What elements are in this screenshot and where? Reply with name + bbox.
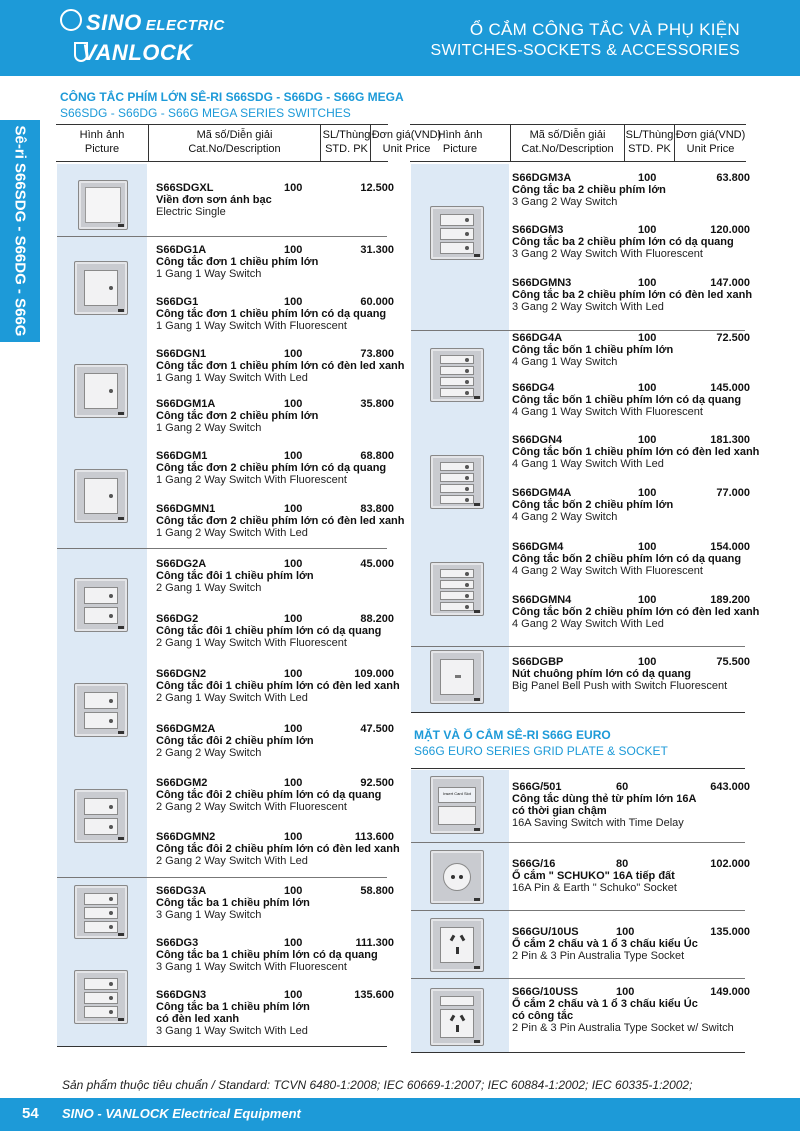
product-price: 75.500 (716, 656, 750, 668)
product-desc-en: 4 Gang 1 Way Switch (512, 356, 618, 368)
product-price: 47.500 (360, 723, 394, 735)
product-code: S66SDGXL (156, 182, 214, 194)
product-code: S66DGN2 (156, 668, 207, 680)
product-price: 189.200 (710, 594, 750, 606)
product-desc-en: 1 Gang 2 Way Switch With Led (156, 527, 308, 539)
standards-note: Sản phẩm thuộc tiêu chuẩn / Standard: TCVN 6480-1:2008; IEC 60669-1:2007; IEC 60884-1:2002; IEC 60335-1:2002; (62, 1078, 693, 1092)
product-qty: 100 (638, 382, 657, 394)
product-code: S66G/16 (512, 858, 556, 870)
product-desc-vn: Viền đơn sơn ánh bạc (156, 194, 272, 206)
product-qty: 100 (638, 434, 657, 446)
product-price: 181.300 (710, 434, 750, 446)
product-qty: 100 (284, 244, 303, 256)
product-qty: 100 (284, 989, 303, 1001)
vanlock-logo: VANLOCK (82, 40, 193, 65)
product-code: S66DGM3 (512, 224, 564, 236)
product-desc-en: Big Panel Bell Push with Switch Fluorescent (512, 680, 728, 692)
col-qty: SL/Thùng STD. PK (624, 125, 674, 161)
product-desc-vn: Công tắc đôi 2 chiều phím lớn có đèn led xanh (156, 843, 400, 855)
col-qty: SL/Thùng STD. PK (320, 125, 372, 161)
product-price: 58.800 (360, 885, 394, 897)
switch-1gang-picture (74, 261, 128, 315)
switch-3gang-picture (74, 885, 128, 939)
product-desc-en: 1 Gang 2 Way Switch With Fluorescent (156, 474, 347, 486)
product-price: 77.000 (716, 487, 750, 499)
switch-1gang-picture (74, 364, 128, 418)
product-code: S66G/10USS (512, 986, 579, 998)
product-price: 113.600 (354, 831, 394, 843)
product-desc-en: 3 Gang 1 Way Switch (156, 909, 262, 921)
product-qty: 100 (638, 541, 657, 553)
col-catno: Mã số/Diễn giải Cat.No/Description (510, 125, 624, 161)
product-desc-en: 2 Gang 2 Way Switch With Fluorescent (156, 801, 347, 813)
australia-socket-picture (430, 918, 484, 972)
col-picture: Hình ảnh Picture (79, 129, 125, 155)
product-desc-en: 1 Gang 1 Way Switch With Led (156, 372, 308, 384)
product-qty: 100 (284, 885, 303, 897)
product-desc-vn: Ổ cắm " SCHUKO" 16A tiếp đất (512, 870, 675, 882)
section2-title-en: S66G EURO SERIES GRID PLATE & SOCKET (414, 744, 668, 758)
switch-3gang-picture (74, 970, 128, 1024)
product-desc-en: 3 Gang 1 Way Switch With Fluorescent (156, 961, 347, 973)
product-qty: 100 (284, 723, 303, 735)
col-price: Đơn giá(VND) Unit Price (674, 125, 746, 161)
product-qty: 100 (284, 450, 303, 462)
product-desc-en: 4 Gang 2 Way Switch (512, 511, 618, 523)
product-desc-vn: Công tắc đôi 1 chiều phím lớn có đèn led xanh (156, 680, 400, 692)
switch-4gang-picture (430, 562, 484, 616)
product-desc-en: 3 Gang 2 Way Switch (512, 196, 618, 208)
product-code: S66DGM1 (156, 450, 208, 462)
product-code: S66DGM1A (156, 398, 216, 410)
bell-push-picture (430, 650, 484, 704)
product-desc-en: 4 Gang 1 Way Switch With Led (512, 458, 664, 470)
section1-title-en: S66SDG - S66DG - S66G MEGA SERIES SWITCHES (60, 106, 351, 120)
card-switch-picture: Insert Card Slot (430, 776, 484, 834)
product-price: 31.300 (360, 244, 394, 256)
page-number: 54 (22, 1105, 39, 1122)
product-price: 643.000 (710, 781, 750, 793)
product-code: S66G/501 (512, 781, 562, 793)
product-price: 120.000 (710, 224, 750, 236)
col-price: Đơn giá(VND) Unit Price (370, 125, 442, 161)
product-code: S66DG3A (156, 885, 207, 897)
product-desc-en: 3 Gang 2 Way Switch With Fluorescent (512, 248, 703, 260)
product-qty: 100 (284, 937, 303, 949)
product-qty: 100 (638, 656, 657, 668)
product-code: S66DGMN3 (512, 277, 572, 289)
page-footer (0, 1098, 800, 1131)
product-qty: 100 (284, 348, 303, 360)
product-price: 73.800 (360, 348, 394, 360)
product-desc-en: 2 Gang 1 Way Switch With Led (156, 692, 308, 704)
switch-2gang-picture (74, 683, 128, 737)
product-qty: 100 (616, 986, 635, 998)
product-desc-en: 3 Gang 1 Way Switch With Led (156, 1025, 308, 1037)
sino-logo: SINO ELECTRIC (86, 10, 225, 35)
product-desc-en: 16A Saving Switch with Time Delay (512, 817, 684, 829)
right-table-header (410, 124, 746, 162)
product-desc-en: 4 Gang 2 Way Switch With Led (512, 618, 664, 630)
product-desc-vn: Công tắc đôi 2 chiều phím lớn (156, 735, 314, 747)
switch-4gang-picture (430, 455, 484, 509)
product-desc-en: 1 Gang 1 Way Switch With Fluorescent (156, 320, 347, 332)
product-desc-vn: Công tắc đơn 1 chiều phím lớn (156, 256, 319, 268)
product-desc-vn-2: có đèn led xanh (156, 1013, 240, 1025)
product-qty: 100 (284, 777, 303, 789)
product-desc-en: 2 Gang 2 Way Switch With Led (156, 855, 308, 867)
product-qty: 100 (284, 558, 303, 570)
product-price: 135.000 (710, 926, 750, 938)
product-desc-en: 2 Gang 1 Way Switch With Fluorescent (156, 637, 347, 649)
product-desc-vn: Công tắc ba 1 chiều phím lớn (156, 1001, 310, 1013)
product-desc-vn-2: có công tắc (512, 1010, 574, 1022)
product-desc-en: 2 Pin & 3 Pin Australia Type Socket (512, 950, 685, 962)
australia-socket-switch-picture (430, 988, 484, 1046)
product-code: S66DG1 (156, 296, 199, 308)
product-desc-en: 3 Gang 2 Way Switch With Led (512, 301, 664, 313)
product-qty: 100 (284, 182, 303, 194)
product-code: S66DG2A (156, 558, 207, 570)
product-code: S66GU/10US (512, 926, 579, 938)
product-code: S66DGN1 (156, 348, 207, 360)
left-table-header (56, 124, 442, 162)
product-price: 83.800 (360, 503, 394, 515)
product-desc-vn: Ổ cắm 2 chấu và 1 ổ 3 chấu kiểu Úc (512, 998, 698, 1010)
product-desc-en: 4 Gang 2 Way Switch With Fluorescent (512, 565, 703, 577)
product-desc-vn: Công tắc đôi 2 chiều phím lớn có dạ quang (156, 789, 382, 801)
product-code: S66DGM4 (512, 541, 564, 553)
product-qty: 100 (638, 594, 657, 606)
product-price: 149.000 (710, 986, 750, 998)
product-desc-vn: Công tắc đôi 1 chiều phím lớn có dạ quang (156, 625, 382, 637)
product-qty: 100 (638, 277, 657, 289)
product-desc-vn: Công tắc ba 1 chiều phím lớn có dạ quang (156, 949, 378, 961)
series-side-tab: Sê-ri S66SDG - S66DG - S66G (0, 120, 40, 342)
product-desc-vn: Công tắc ba 2 chiều phím lớn có đèn led xanh (512, 289, 753, 301)
product-price: 12.500 (360, 182, 394, 194)
product-desc-en: Electric Single (156, 206, 226, 218)
product-price: 68.800 (360, 450, 394, 462)
product-price: 92.500 (360, 777, 394, 789)
product-price: 147.000 (710, 277, 750, 289)
product-desc-vn: Công tắc ba 1 chiều phím lớn (156, 897, 310, 909)
product-desc-vn: Công tắc đôi 1 chiều phím lớn (156, 570, 314, 582)
product-qty: 100 (284, 296, 303, 308)
product-qty: 100 (284, 613, 303, 625)
product-desc-vn: Công tắc dùng thẻ từ phím lớn 16A (512, 793, 697, 805)
product-qty: 100 (284, 668, 303, 680)
product-code: S66DG4A (512, 332, 563, 344)
product-qty: 100 (284, 503, 303, 515)
product-desc-vn: Công tắc đơn 2 chiều phím lớn có đèn led xanh (156, 515, 405, 527)
product-desc-en: 2 Gang 1 Way Switch (156, 582, 262, 594)
switch-2gang-picture (74, 578, 128, 632)
header-title-vn: Ổ CẮM CÔNG TẮC VÀ PHỤ KIỆN (469, 20, 740, 39)
product-code: S66DGN3 (156, 989, 207, 1001)
product-code: S66DGM4A (512, 487, 572, 499)
product-price: 45.000 (360, 558, 394, 570)
product-desc-vn: Công tắc bốn 2 chiều phím lớn có dạ quang (512, 553, 742, 565)
product-price: 60.000 (360, 296, 394, 308)
product-qty: 100 (638, 224, 657, 236)
col-picture: Hình ảnh Picture (437, 129, 483, 155)
schuko-socket-picture (430, 850, 484, 904)
product-desc-vn: Công tắc đơn 1 chiều phím lớn có đèn led xanh (156, 360, 405, 372)
page-header (0, 0, 800, 76)
product-desc-en: 16A Pin & Earth " Schuko" Socket (512, 882, 677, 894)
product-desc-en: 2 Pin & 3 Pin Australia Type Socket w/ Switch (512, 1022, 734, 1034)
product-price: 88.200 (360, 613, 394, 625)
product-desc-vn: Công tắc đơn 2 chiều phím lớn có dạ quang (156, 462, 387, 474)
product-price: 102.000 (710, 858, 750, 870)
product-desc-en: 2 Gang 2 Way Switch (156, 747, 262, 759)
single-frame-picture (78, 180, 128, 230)
switch-3gang-picture (430, 206, 484, 260)
product-qty: 100 (284, 398, 303, 410)
product-price: 135.600 (354, 989, 394, 1001)
switch-1gang-picture (74, 469, 128, 523)
product-code: S66DGMN4 (512, 594, 572, 606)
product-desc-vn: Công tắc bốn 2 chiều phím lớn (512, 499, 674, 511)
product-desc-vn: Công tắc bốn 2 chiều phím lớn có đèn led xanh (512, 606, 760, 618)
product-desc-vn: Công tắc đơn 1 chiều phím lớn có dạ quang (156, 308, 387, 320)
product-price: 72.500 (716, 332, 750, 344)
product-code: S66DG2 (156, 613, 199, 625)
product-price: 111.300 (355, 937, 394, 949)
switch-2gang-picture (74, 789, 128, 843)
product-desc-vn-2: có thời gian chậm (512, 805, 607, 817)
product-code: S66DGM2 (156, 777, 208, 789)
product-qty: 100 (616, 926, 635, 938)
product-desc-vn: Công tắc bốn 1 chiều phím lớn có đèn led xanh (512, 446, 760, 458)
product-price: 109.000 (354, 668, 394, 680)
product-qty: 100 (284, 831, 303, 843)
product-price: 145.000 (710, 382, 750, 394)
product-desc-en: 1 Gang 1 Way Switch (156, 268, 262, 280)
product-code: S66DGM3A (512, 172, 572, 184)
product-price: 35.800 (360, 398, 394, 410)
switch-4gang-picture (430, 348, 484, 402)
product-qty: 100 (638, 487, 657, 499)
product-code: S66DGBP (512, 656, 564, 668)
product-qty: 100 (638, 172, 657, 184)
product-desc-vn: Ổ cắm 2 chấu và 1 ổ 3 chấu kiểu Úc (512, 938, 698, 950)
product-code: S66DGN4 (512, 434, 563, 446)
product-price: 154.000 (710, 541, 750, 553)
product-code: S66DGMN1 (156, 503, 216, 515)
product-desc-vn: Công tắc đơn 2 chiều phím lớn (156, 410, 319, 422)
product-qty: 80 (616, 858, 629, 870)
product-qty: 100 (638, 332, 657, 344)
product-desc-vn: Công tắc bốn 1 chiều phím lớn có dạ quang (512, 394, 742, 406)
header-title-en: SWITCHES-SOCKETS & ACCESSORIES (430, 42, 740, 59)
product-desc-vn: Công tắc bốn 1 chiều phím lớn (512, 344, 674, 356)
product-qty: 60 (616, 781, 629, 793)
product-price: 63.800 (716, 172, 750, 184)
product-desc-vn: Nút chuông phím lớn có dạ quang (512, 668, 691, 680)
footer-brand: SINO - VANLOCK Electrical Equipment (62, 1106, 301, 1121)
product-code: S66DG1A (156, 244, 207, 256)
product-desc-vn: Công tắc ba 2 chiều phím lớn có dạ quang (512, 236, 734, 248)
section2-title-vn: MẶT VÀ Ổ CẮM SÊ-RI S66G EURO (414, 728, 611, 742)
sino-globe-icon (60, 9, 82, 31)
col-catno: Mã số/Diễn giải Cat.No/Description (148, 125, 320, 161)
product-desc-vn: Công tắc ba 2 chiều phím lớn (512, 184, 666, 196)
product-code: S66DG3 (156, 937, 199, 949)
section1-title-vn: CÔNG TẮC PHÍM LỚN SÊ-RI S66SDG - S66DG - S66G MEGA (60, 90, 404, 104)
product-code: S66DG4 (512, 382, 555, 394)
product-code: S66DGM2A (156, 723, 216, 735)
product-desc-en: 1 Gang 2 Way Switch (156, 422, 262, 434)
product-desc-en: 4 Gang 1 Way Switch With Fluorescent (512, 406, 703, 418)
product-code: S66DGMN2 (156, 831, 216, 843)
